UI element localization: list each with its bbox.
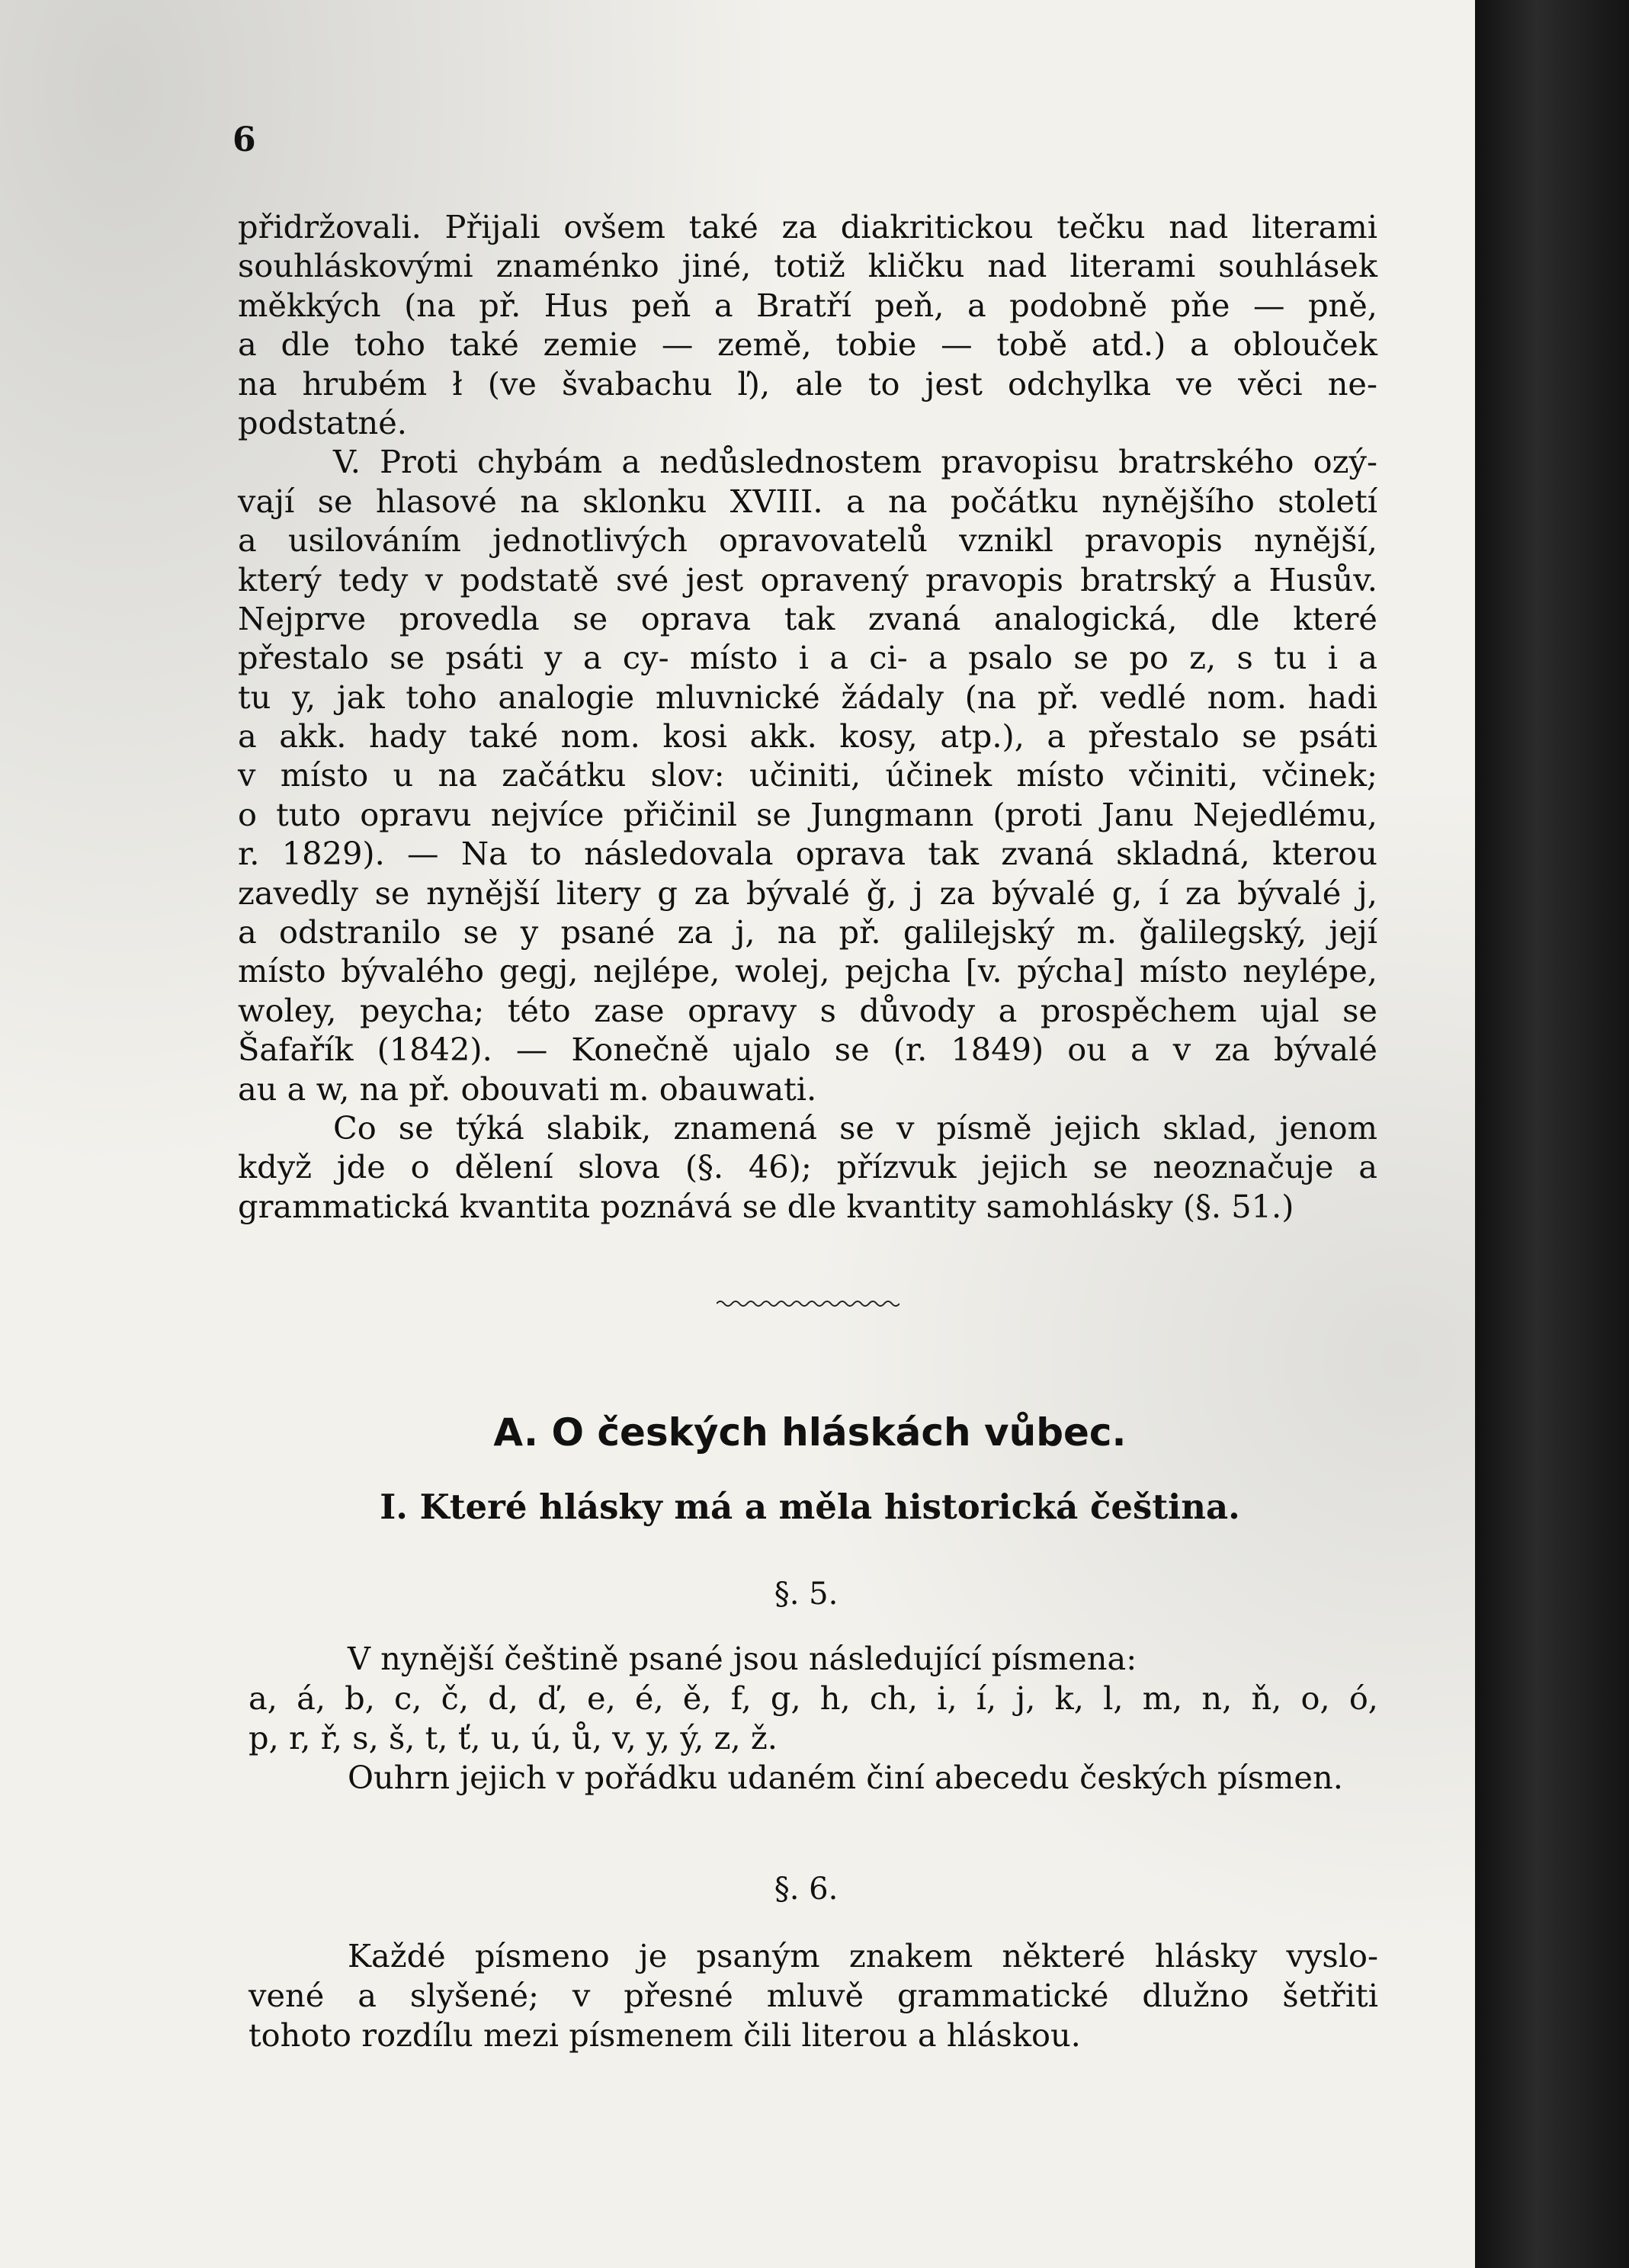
text-line: grammatická kvantita poznává se dle kvantity samohlásky (§. 51.) bbox=[238, 1187, 1294, 1225]
chapter-subtitle-text: I. Které hlásky má a měla historická čeština. bbox=[380, 1487, 1240, 1527]
section-5-text bbox=[249, 1639, 1378, 1798]
section-5-heading-text: §. 5. bbox=[774, 1577, 839, 1612]
text-line: podstatné. bbox=[238, 403, 407, 441]
text-line: Ouhrn jejich v pořádku udaném činí abecedu českých písmen. bbox=[348, 1759, 1343, 1796]
text-line: a usilováním jednotlivých opravovatelů vznikl pravopis nynější, bbox=[238, 521, 1377, 560]
text-line: Šafařík (1842). — Konečně ujalo se (r. 1849) ou a v za bývalé bbox=[238, 1031, 1377, 1069]
page-number: 6 bbox=[232, 120, 256, 159]
text-line: a dle toho také zemie — země, tobie — tobě atd.) a oblouček bbox=[238, 326, 1377, 364]
text-line: a odstranilo se y psané za j, na př. galilejský m. ǧalilegský, její bbox=[238, 913, 1377, 951]
text-line: o tuto opravu nejvíce přičinil se Jungmann (proti Janu Nejedlému, bbox=[238, 795, 1377, 833]
text-line: když jde o dělení slova (§. 46); přízvuk jejich se neoznačuje a bbox=[238, 1148, 1377, 1186]
text-line: měkkých (na př. Hus peň a Bratří peň, a podobně pňe — pně, bbox=[238, 286, 1377, 324]
text-line: vají se hlasové na sklonku XVIII. a na počátku nynějšího století bbox=[238, 482, 1377, 520]
text-line: místo bývalého gegj, nejlépe, wolej, pejcha [v. pýcha] místo neylépe, bbox=[238, 952, 1377, 990]
text-line: na hrubém ł (ve švabachu ľ), ale to jest odchylka ve věci ne- bbox=[238, 364, 1377, 403]
section-6-heading-text: §. 6. bbox=[774, 1872, 839, 1907]
alphabet-line: p, r, ř, s, š, t, ť, u, ú, ů, v, y, ý, z, ž. bbox=[249, 1719, 778, 1756]
text-line: tohoto rozdílu mezi písmenem čili literou a hláskou. bbox=[249, 2016, 1081, 2054]
chapter-subtitle bbox=[0, 1487, 1475, 1527]
book-spine-shadow bbox=[1475, 0, 1629, 2268]
alphabet-line: a, á, b, c, č, d, ď, e, é, ě, f, g, h, ch, i, í, j, k, l, m, n, ň, o, ó, bbox=[249, 1679, 1378, 1717]
text-line: zavedly se nynější litery g za bývalé ǧ, j za bývalé g, í za bývalé j, bbox=[238, 874, 1377, 912]
text-line: souhláskovými znaménko jiné, totiž kličku nad literami souhlásek bbox=[238, 247, 1377, 285]
text-line: tu y, jak toho analogie mluvnické žádaly (na př. vedlé nom. hadi bbox=[238, 678, 1377, 716]
syllables-first-line: Co se týká slabik, znamená se v písmě jejich sklad, jenom bbox=[333, 1108, 1377, 1147]
section-5-heading bbox=[0, 1577, 1475, 1612]
text-line: Nejprve provedla se oprava tak zvaná analogická, dle které bbox=[238, 599, 1377, 637]
section-6-heading bbox=[0, 1872, 1475, 1907]
chapter-title bbox=[0, 1410, 1475, 1455]
text-line: vené a slyšené; v přesné mluvě grammatické dlužno šetřiti bbox=[249, 1977, 1378, 2014]
text-line: au a w, na př. obouvati m. obauwati. bbox=[238, 1070, 817, 1108]
main-text-block bbox=[238, 207, 1377, 1226]
text-line: přidržovali. Přijali ovšem také za diakritickou tečku nad literami bbox=[238, 208, 1377, 245]
text-line: r. 1829). — Na to následovala oprava tak zvaná skladná, kterou bbox=[238, 835, 1377, 873]
text-line: přestalo se psáti y a cy- místo i a ci- a psalo se po z, s tu i a bbox=[238, 639, 1377, 677]
section-v-first-line: V. Proti chybám a nedůslednostem pravopisu bratrského ozý- bbox=[333, 443, 1377, 481]
section-6-text bbox=[249, 1936, 1378, 2055]
text-line: Každé písmeno je psaným znakem některé hlásky vyslo- bbox=[348, 1937, 1378, 1974]
decorative-wave-divider bbox=[717, 1296, 899, 1311]
text-line: který tedy v podstatě své jest opravený pravopis bratrský a Husův. bbox=[238, 560, 1377, 598]
text-line: woley, peycha; této zase opravy s důvody a prospěchem ujal se bbox=[238, 991, 1377, 1029]
text-line: a akk. hady také nom. kosi akk. kosy, atp.), a přestalo se psáti bbox=[238, 717, 1377, 755]
chapter-title-text: A. O českých hláskách vůbec. bbox=[493, 1410, 1127, 1455]
text-line: V nynější češtině psané jsou následující písmena: bbox=[348, 1640, 1137, 1677]
text-line: v místo u na začátku slov: učiniti, účinek místo včiniti, včinek; bbox=[238, 756, 1377, 794]
